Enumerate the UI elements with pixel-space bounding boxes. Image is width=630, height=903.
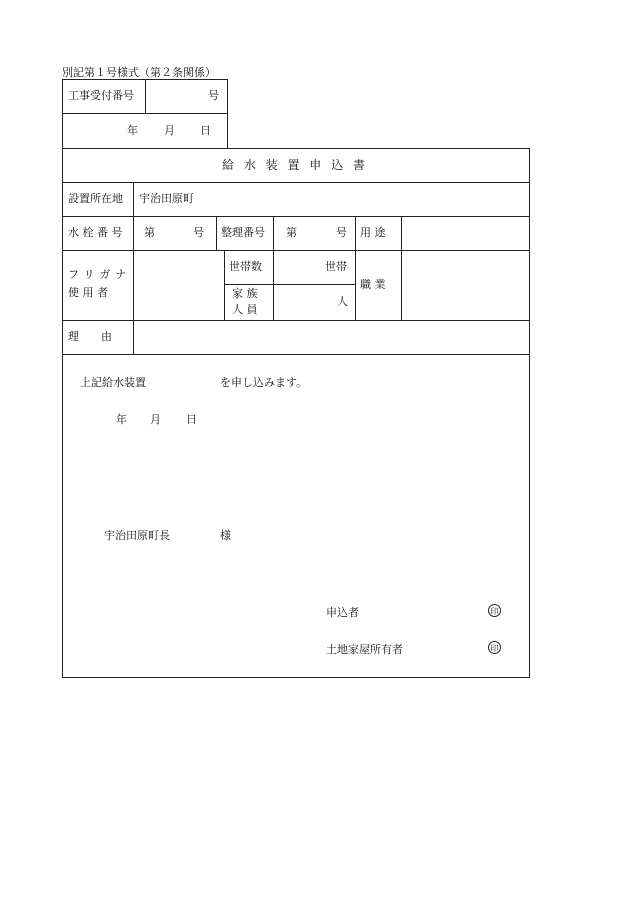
management-dai: 第	[286, 226, 297, 239]
form-title: 給 水 装 置 申 込 書	[222, 158, 368, 172]
body-date-year: 年	[116, 413, 127, 426]
family-unit[interactable]: 人	[337, 295, 348, 308]
owner-seal-icon: 印	[488, 641, 501, 654]
statement-part2: を申し込みます。	[220, 376, 308, 389]
hydrant-dai: 第	[144, 226, 155, 239]
occupation-label: 職 業	[360, 278, 386, 291]
household-unit[interactable]: 世帯	[325, 260, 347, 273]
hydrant-vdivider	[133, 216, 134, 354]
body-date-day: 日	[186, 413, 197, 426]
reception-date-year: 年	[127, 124, 138, 137]
management-label: 整理番号	[221, 226, 265, 239]
form-label: 別記第１号様式（第２条関係）	[62, 66, 216, 79]
location-label: 設置所在地	[68, 192, 123, 205]
reason-field[interactable]	[139, 330, 524, 344]
row-divider-5	[62, 354, 530, 355]
body-date-month: 月	[150, 413, 161, 426]
use-vdivider-left	[355, 216, 356, 320]
applicant-seal-icon: 印	[488, 604, 501, 617]
management-vdivider-left	[216, 216, 217, 250]
use-vdivider-right	[401, 216, 402, 320]
hydrant-number-field[interactable]: 号	[193, 226, 204, 239]
row-divider-4	[62, 320, 530, 321]
owner-name-field[interactable]	[412, 643, 482, 657]
occupation-field[interactable]	[406, 260, 524, 310]
reason-label: 理 由	[68, 330, 112, 343]
reception-date-day: 日	[200, 124, 211, 137]
furigana-label: フリガナ	[68, 268, 132, 281]
applicant-label: 申込者	[326, 606, 359, 619]
applicant-name-field[interactable]	[380, 606, 480, 620]
hydrant-label: 水 栓 番 号	[68, 226, 123, 239]
family-label-line2: 人 員	[232, 303, 258, 316]
location-value[interactable]: 宇治田原町	[139, 192, 194, 205]
reception-number-field[interactable]: 号	[208, 89, 219, 102]
household-divider	[224, 284, 355, 285]
reception-number-label: 工事受付番号	[68, 89, 134, 102]
household-label: 世帯数	[229, 260, 262, 273]
household-vdivider	[224, 250, 225, 320]
use-field[interactable]	[406, 226, 524, 240]
statement-part1: 上記給水装置	[80, 376, 146, 389]
user-name-field[interactable]	[138, 268, 220, 300]
use-label: 用 途	[360, 226, 386, 239]
row-divider-3	[62, 250, 530, 251]
family-label-line1: 家 族	[232, 287, 258, 300]
user-label: 使 用 者	[68, 286, 108, 299]
management-vdivider-right	[273, 216, 274, 320]
location-vdivider	[133, 182, 134, 216]
addressee: 宇治田原町長	[104, 529, 170, 542]
reception-date-month: 月	[164, 124, 175, 137]
owner-label: 土地家屋所有者	[326, 643, 403, 656]
addressee-honorific: 様	[220, 529, 231, 542]
management-number-field[interactable]: 号	[336, 226, 347, 239]
reception-divider	[62, 113, 228, 114]
reception-vdivider	[145, 79, 146, 113]
